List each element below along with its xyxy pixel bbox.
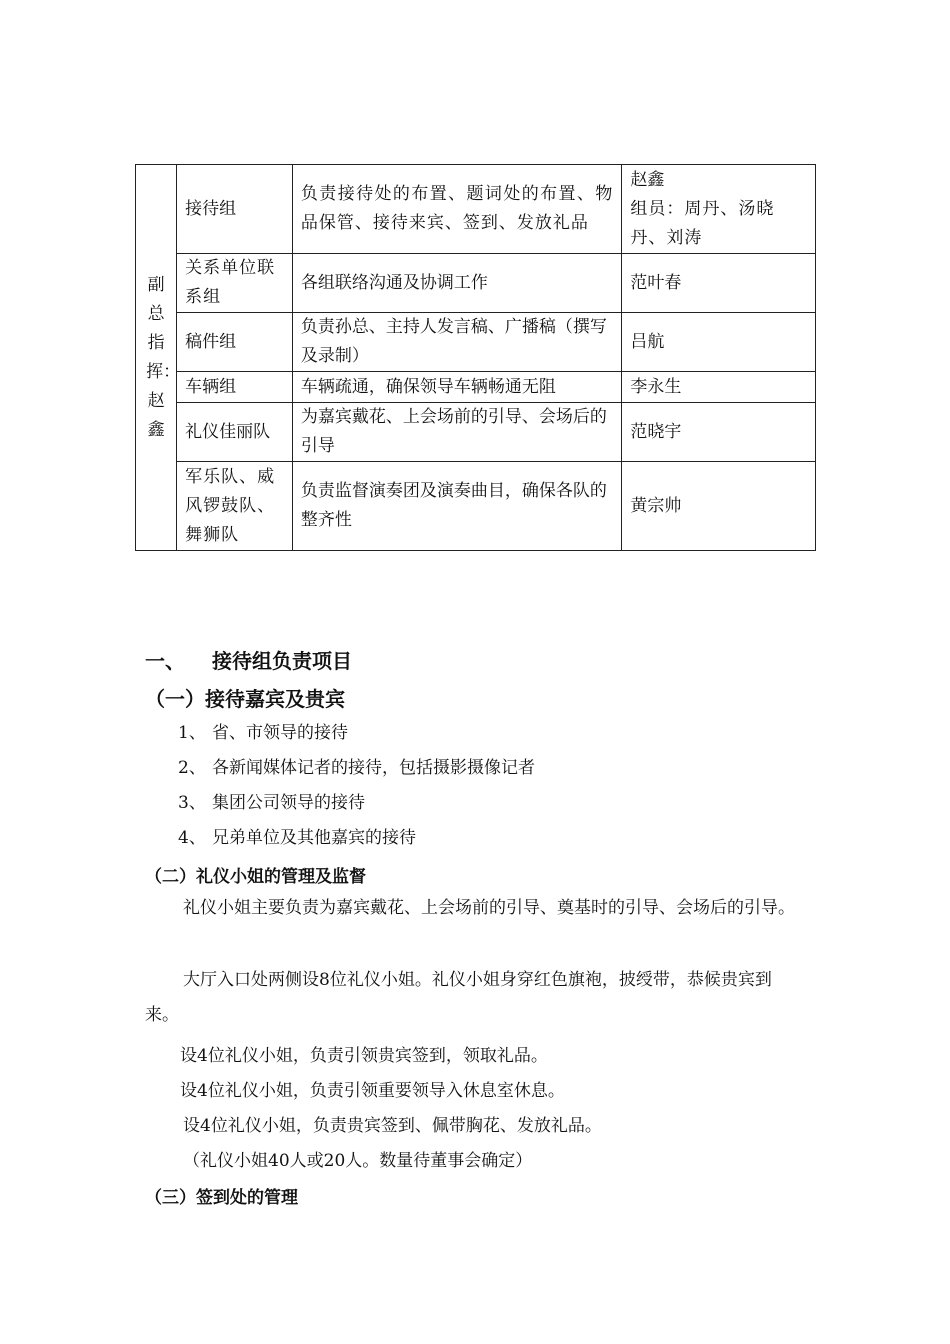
paragraph-line: 设4位礼仪小姐，负责贵宾签到、佩带胸花、发放礼品。 bbox=[183, 1116, 602, 1136]
list-item bbox=[178, 751, 535, 786]
list-text: 兄弟单位及其他嘉宾的接待 bbox=[212, 828, 416, 848]
paragraph-line: 设4位礼仪小姐，负责引领贵宾签到，领取礼品。 bbox=[180, 1046, 548, 1066]
staff-name: 李永生 bbox=[630, 376, 682, 397]
list-number: 3、 bbox=[178, 793, 206, 813]
section-heading bbox=[145, 645, 352, 674]
paragraph-line: （礼仪小姐40人或20人。数量待董事会确定） bbox=[183, 1151, 533, 1171]
staff-cell bbox=[622, 165, 816, 254]
chief-cell bbox=[136, 165, 181, 551]
duty-text: 负责孙总、主持人发言稿、广播稿（撰写及录制） bbox=[300, 317, 607, 366]
list-number: 1、 bbox=[178, 723, 206, 743]
group-cell bbox=[177, 165, 293, 254]
staff-name: 范叶春 bbox=[630, 272, 682, 293]
group-name: 关系单位联系组 bbox=[185, 258, 276, 307]
staff-lead: 赵鑫 bbox=[630, 169, 665, 190]
section-title: 接待组负责项目 bbox=[212, 649, 352, 673]
list-text: 各新闻媒体记者的接待，包括摄影摄像记者 bbox=[212, 758, 535, 778]
paragraph: 礼仪小姐主要负责为嘉宾戴花、上会场前的引导、奠基时的引导、会场后的引导。 bbox=[183, 898, 795, 918]
duty-text: 为嘉宾戴花、上会场前的引导、会场后的引导 bbox=[300, 407, 607, 456]
group-name: 礼仪佳丽队 bbox=[185, 421, 271, 442]
staff-cell bbox=[622, 462, 816, 551]
staff-members: 组员：周丹、汤晓丹、刘涛 bbox=[630, 198, 775, 248]
group-name: 车辆组 bbox=[185, 376, 237, 397]
subsection-heading-2: （二）礼仪小姐的管理及监督 bbox=[145, 867, 366, 887]
table-row bbox=[136, 403, 816, 462]
staff-cell bbox=[622, 372, 816, 403]
reception-list bbox=[178, 716, 535, 856]
group-name: 稿件组 bbox=[185, 331, 237, 352]
duty-cell bbox=[292, 313, 621, 372]
subsection-heading-3: （三）签到处的管理 bbox=[145, 1188, 298, 1208]
list-number: 4、 bbox=[178, 828, 206, 848]
chief-label: 副总指挥：赵鑫 bbox=[146, 274, 181, 440]
list-number: 2、 bbox=[178, 758, 206, 778]
group-cell bbox=[177, 403, 293, 462]
staff-cell bbox=[622, 403, 816, 462]
staff-cell bbox=[622, 254, 816, 313]
section-number: 一、 bbox=[145, 649, 185, 673]
staff-name: 黄宗帅 bbox=[630, 495, 682, 516]
table-row bbox=[136, 313, 816, 372]
duty-cell bbox=[292, 254, 621, 313]
group-cell bbox=[177, 254, 293, 313]
duty-text: 各组联络沟通及协调工作 bbox=[300, 272, 488, 293]
table-row bbox=[136, 165, 816, 254]
duty-cell bbox=[292, 403, 621, 462]
staff-name: 范晓宇 bbox=[630, 421, 682, 442]
table-row bbox=[136, 372, 816, 403]
list-text: 省、市领导的接待 bbox=[212, 723, 348, 743]
paragraph-line: 设4位礼仪小姐，负责引领重要领导入休息室休息。 bbox=[180, 1081, 565, 1101]
list-text: 集团公司领导的接待 bbox=[212, 793, 365, 813]
paragraph: 大厅入口处两侧设8位礼仪小姐。礼仪小姐身穿红色旗袍，披绶带，恭候贵宾到来。 bbox=[145, 970, 772, 1025]
table-row bbox=[136, 254, 816, 313]
list-item bbox=[178, 821, 535, 856]
duty-cell bbox=[292, 165, 621, 254]
table-row bbox=[136, 462, 816, 551]
duty-text: 负责监督演奏团及演奏曲目，确保各队的整齐性 bbox=[300, 481, 607, 530]
duty-cell bbox=[292, 372, 621, 403]
duty-text: 负责接待处的布置、题词处的布置、物品保管、接待来宾、签到、发放礼品 bbox=[300, 184, 614, 233]
group-cell bbox=[177, 313, 293, 372]
group-cell bbox=[177, 462, 293, 551]
group-cell bbox=[177, 372, 293, 403]
group-name: 军乐队、威风锣鼓队、舞狮队 bbox=[185, 466, 276, 545]
duty-text: 车辆疏通，确保领导车辆畅通无阻 bbox=[300, 376, 556, 397]
staff-name: 吕航 bbox=[630, 331, 665, 352]
duty-cell bbox=[292, 462, 621, 551]
subsection-heading-1: （一）接待嘉宾及贵宾 bbox=[145, 687, 345, 711]
staff-cell bbox=[622, 313, 816, 372]
list-item bbox=[178, 716, 535, 751]
group-name: 接待组 bbox=[185, 198, 237, 219]
responsibility-table bbox=[135, 164, 816, 551]
list-item bbox=[178, 786, 535, 821]
